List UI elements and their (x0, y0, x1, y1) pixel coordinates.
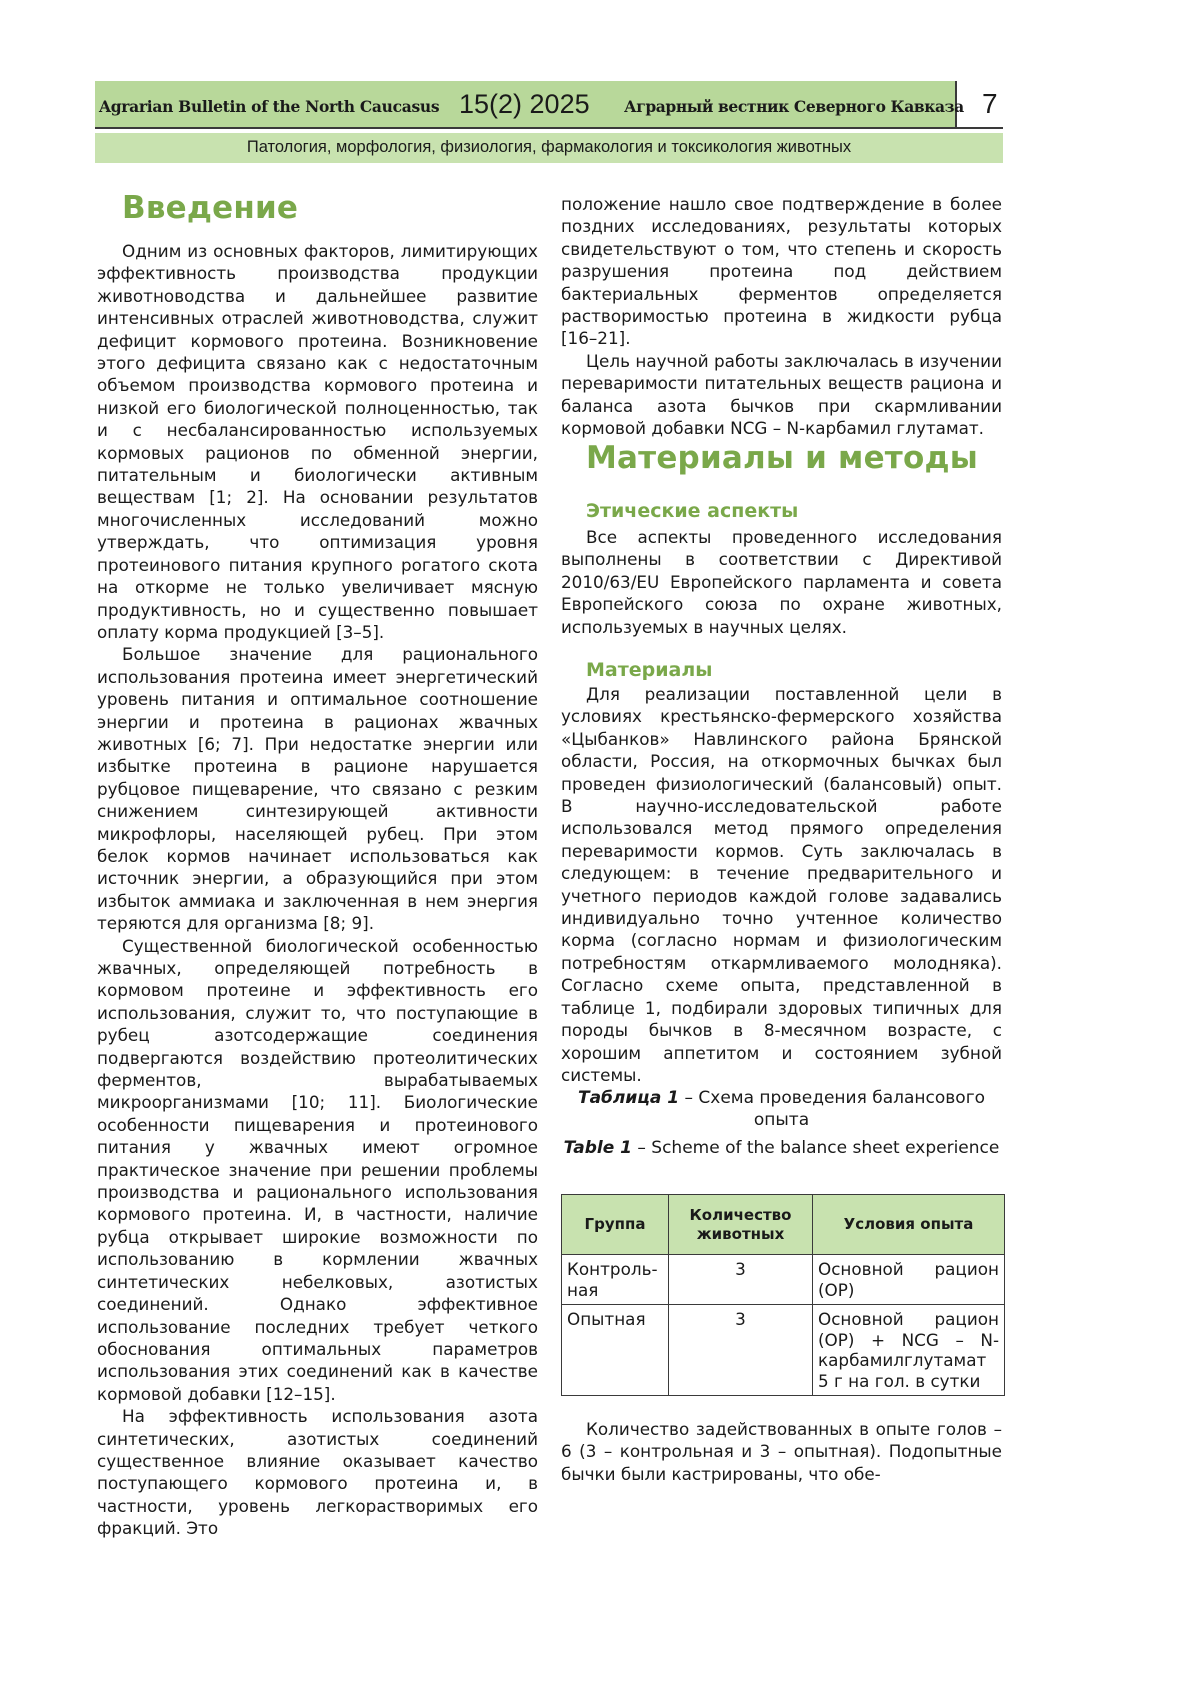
journal-title-en: Agrarian Bulletin of the North Caucasus (99, 97, 440, 116)
page-number: 7 (982, 88, 998, 119)
ethics-block (561, 526, 1002, 638)
table-header-row (562, 1195, 1005, 1255)
table-cell: Контроль- ная (562, 1255, 669, 1305)
intro-paragraph: Большое значение для рационального использования протеина имеет энергетический уровень питания и оптимальное соотношение энергии и протеина в рационах жвачных животных [6; 7]. При недостатке энергии или избытке протеина в рационе нарушается рубцовое пищеварение, что связано с резким снижением синтезирующей активности микрофлоры, населяющей рубец. При этом белок кормов начинает использоваться как источник энергии, а образующийся при этом избыток аммиака и заключенная в нем энергия теряются для организма [8; 9]. (97, 644, 538, 934)
intro-continuation: положение нашло свое подтверждение в более поздних исследованиях, результаты которых свидетельствуют о том, что степень и скорость разрушения протеина под действием бактериальных ферментов определяется растворимостью протеина в жидкости рубца [16–21]. (561, 194, 1002, 349)
table-cell: Основной рацион (ОР) + NCG – N-карбамилглутамат 5 г на гол. в сутки (813, 1305, 1005, 1396)
table-caption-en-text: – Scheme of the balance sheet experience (631, 1138, 1000, 1158)
right-column-top (561, 193, 1002, 439)
table-caption-ru-text: – Схема проведения балансового опыта (679, 1088, 986, 1130)
section-title: Патология, морфология, физиология, фармакология и токсикология животных (246, 138, 852, 156)
table-cell: Основной рацион (ОР) (813, 1255, 1005, 1305)
materials-block (561, 683, 1002, 1086)
methods-heading: Материалы и методы (586, 440, 978, 476)
intro-paragraph: Существенной биологической особенностью жвачных, определяющей потребность в кормовом протеине и эффективность его использования, служит то, что поступающие в рубец азотсодержащие соединения подвергаются воздействию протеолитических ферментов, вырабатываемых микроорганизмами [10; 11]. Биологические особенности пищеварения и протеинового питания у жвачных имеют огромное практическое значение при решении проблемы производства и рационального использования кормового протеина. И, в частности, наличие рубца открывает широкие возможности по использованию в кормлении жвачных синтетических небелковых, азотистых соединений. Однако эффективное использование последних требует четкого обоснования оптимальных параметров использования этих соединений как в качестве кормовой добавки [12–15]. (97, 935, 538, 1404)
experiment-scheme-table (561, 1194, 1005, 1396)
aim-paragraph: Цель научной работы заключалась в изучении переваримости питательных веществ рациона и баланса азота бычков при скармливании кормовой добавки NCG – N-карбамил глутамат. (561, 350, 1002, 439)
issue-number: 15(2) 2025 (459, 89, 590, 119)
table-cell: 3 (669, 1255, 813, 1305)
table-header-cell: Условия опыта (813, 1195, 1005, 1255)
after-table-paragraph: Количество задействованных в опыте голов – 6 (3 – контрольная и 3 – опытная). Подопытные бычки были кастрированы, что обе- (561, 1419, 1002, 1484)
ethics-paragraph: Все аспекты проведенного исследования выполнены в соответствии с Директивой 2010/63/EU Европейского парламента и совета Европейского союза по охране животных, используемых в научных целях. (561, 527, 1002, 637)
ethics-heading: Этические аспекты (586, 500, 799, 522)
table-header-cell: Группа (562, 1195, 669, 1255)
after-table-block (561, 1418, 1002, 1485)
left-column (97, 240, 538, 1540)
journal-title-ru: Аграрный вестник Северного Кавказа (624, 97, 964, 116)
table-header-cell: Количество животных (669, 1195, 813, 1255)
intro-paragraph: На эффективность использования азота синтетических, азотистых соединений существенное влияние оказывает качество поступающего кормового протеина и, в частности, уровень легкорастворимых его фракций. Это (97, 1406, 538, 1539)
table-caption-ru (561, 1087, 1002, 1131)
materials-heading: Материалы (586, 659, 713, 681)
intro-heading: Введение (122, 190, 299, 226)
table-cell: Опытная (562, 1305, 669, 1396)
table-caption-ru-label: Таблица 1 (577, 1088, 680, 1108)
header-rule (95, 127, 1003, 129)
table-caption-en (561, 1137, 1002, 1159)
materials-paragraph: Для реализации поставленной цели в условиях крестьянско-фермерского хозяйства «Цыбанков» Навлинского района Брянской области, Россия, на откормочных бычках был проведен физиологический (балансовый) опыт. В научно-исследовательской работе использовался метод прямого определения переваримости кормов. Суть заключалась в следующем: в течение предварительного и учетного периодов каждой голове задавались индивидуально точно учтенное количество корма (согласно нормам и физиологическим потребностям откармливаемого молодняка). Согласно схеме опыта, представленной в таблице 1, подбирали здоровых типичных для породы бычков в 8-месячном возрасте, с хорошим аппетитом и состоянием зубной системы. (561, 684, 1002, 1085)
table-row (562, 1255, 1005, 1305)
table-cell: 3 (669, 1305, 813, 1396)
table-caption-en-label: Table 1 (563, 1138, 632, 1158)
intro-paragraph: Одним из основных факторов, лимитирующих эффективность производства продукции животноводства и дальнейшее развитие интенсивных отраслей животноводства, служит дефицит кормового протеина. Возникновение этого дефицита связано как с недостаточным объемом производства кормового протеина и низкой его биологической полноценностью, так и с несбалансированностью используемых кормовых рационов по обменной энергии, питательным и биологически активным веществам [1; 2]. На основании результатов многочисленных исследований можно утверждать, что оптимизация уровня протеинового питания крупного рогатого скота на откорме не только увеличивает мясную продуктивность, но и существенно повышает оплату корма продукцией [3–5]. (97, 241, 538, 642)
table-row (562, 1305, 1005, 1396)
